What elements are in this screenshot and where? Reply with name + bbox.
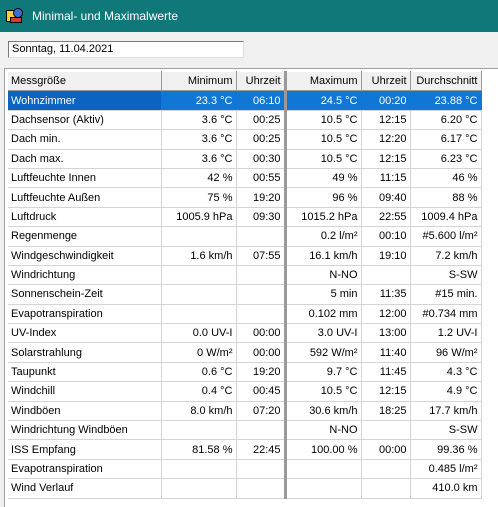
client-area (0, 32, 498, 507)
cell-average: 7.2 km/h (410, 246, 481, 265)
cell-min-time: 06:10 (236, 91, 285, 110)
cell-average: 88 % (410, 188, 481, 207)
cell-maximum: N-NO (285, 265, 361, 284)
cell-min-time (236, 304, 285, 323)
table-row[interactable] (8, 91, 481, 110)
cell-max-time: 11:45 (361, 362, 410, 381)
cell-maximum: 592 W/m² (285, 343, 361, 362)
cell-name: Dach max. (8, 149, 161, 168)
cell-average: 6.23 °C (410, 149, 481, 168)
col-header-minimum[interactable]: Minimum (161, 72, 236, 91)
cell-min-time: 00:30 (236, 149, 285, 168)
cell-maximum: 3.0 UV-I (285, 324, 361, 343)
table-row[interactable] (8, 459, 481, 478)
cell-average: 6.20 °C (410, 110, 481, 129)
cell-maximum: 10.5 °C (285, 382, 361, 401)
table-row[interactable] (8, 285, 481, 304)
cell-average: 410.0 km (410, 479, 481, 498)
cell-min-time: 22:45 (236, 440, 285, 459)
cell-min-time: 19:20 (236, 188, 285, 207)
table-row[interactable] (8, 110, 481, 129)
cell-name: Evapotranspiration (8, 304, 161, 323)
cell-min-time: 07:55 (236, 246, 285, 265)
cell-min-time: 19:20 (236, 362, 285, 381)
cell-average: S-SW (410, 265, 481, 284)
cell-max-time: 11:35 (361, 285, 410, 304)
cell-min-time: 00:45 (236, 382, 285, 401)
date-field[interactable]: Sonntag, 11.04.2021 (8, 41, 244, 58)
cell-max-time: 12:15 (361, 382, 410, 401)
cell-maximum (285, 479, 361, 498)
cell-minimum: 0.4 °C (161, 382, 236, 401)
cell-name: Evapotranspiration (8, 459, 161, 478)
table-row[interactable] (8, 421, 481, 440)
cell-average: #5.600 l/m² (410, 227, 481, 246)
col-header-min-time[interactable]: Uhrzeit (236, 72, 285, 91)
cell-max-time: 22:55 (361, 207, 410, 226)
cell-maximum: 0.102 mm (285, 304, 361, 323)
cell-minimum: 0.0 UV-I (161, 324, 236, 343)
table-row[interactable] (8, 130, 481, 149)
title-bar[interactable] (0, 0, 498, 32)
cell-max-time: 12:00 (361, 304, 410, 323)
cell-max-time: 12:15 (361, 149, 410, 168)
cell-maximum: 24.5 °C (285, 91, 361, 110)
cell-name: Windrichtung (8, 265, 161, 284)
table-header-row (8, 72, 481, 91)
cell-minimum: 0.6 °C (161, 362, 236, 381)
table-row[interactable] (8, 246, 481, 265)
cell-maximum: 49 % (285, 168, 361, 187)
cell-maximum: 10.5 °C (285, 149, 361, 168)
cell-min-time (236, 227, 285, 246)
cell-min-time: 09:30 (236, 207, 285, 226)
cell-name: Dachsensor (Aktiv) (8, 110, 161, 129)
cell-minimum: 3.6 °C (161, 149, 236, 168)
cell-minimum (161, 459, 236, 478)
cell-max-time: 11:40 (361, 343, 410, 362)
cell-minimum (161, 227, 236, 246)
cell-minimum: 3.6 °C (161, 110, 236, 129)
cell-max-time: 18:25 (361, 401, 410, 420)
cell-name: Solarstrahlung (8, 343, 161, 362)
cell-maximum: 16.1 km/h (285, 246, 361, 265)
cell-maximum: 1015.2 hPa (285, 207, 361, 226)
cell-min-time: 00:25 (236, 130, 285, 149)
cell-maximum: 5 min (285, 285, 361, 304)
cell-average: 4.3 °C (410, 362, 481, 381)
col-header-messgroesse[interactable]: Messgröße (8, 72, 161, 91)
table-row[interactable] (8, 168, 481, 187)
cell-max-time (361, 459, 410, 478)
table-row[interactable] (8, 304, 481, 323)
cell-name: Luftfeuchte Außen (8, 188, 161, 207)
cell-min-time (236, 285, 285, 304)
table-row[interactable] (8, 207, 481, 226)
cell-average: S-SW (410, 421, 481, 440)
cell-maximum: 100.00 % (285, 440, 361, 459)
cell-minimum (161, 285, 236, 304)
cell-minimum (161, 421, 236, 440)
cell-max-time: 09:40 (361, 188, 410, 207)
cell-max-time: 00:00 (361, 440, 410, 459)
cell-name: Windrichtung Windböen (8, 421, 161, 440)
cell-minimum: 1.6 km/h (161, 246, 236, 265)
cell-average: 6.17 °C (410, 130, 481, 149)
values-table (8, 71, 482, 499)
cell-name: Windböen (8, 401, 161, 420)
cell-minimum: 3.6 °C (161, 130, 236, 149)
col-header-durchschnitt[interactable]: Durchschnitt (410, 72, 481, 91)
cell-average: 0.485 l/m² (410, 459, 481, 478)
cell-min-time: 07:20 (236, 401, 285, 420)
cell-average: 96 W/m² (410, 343, 481, 362)
cell-name: Windchill (8, 382, 161, 401)
cell-average: 1.2 UV-I (410, 324, 481, 343)
table-row[interactable] (8, 265, 481, 284)
cell-minimum: 81.58 % (161, 440, 236, 459)
cell-name: Sonnenschein-Zeit (8, 285, 161, 304)
cell-minimum: 0 W/m² (161, 343, 236, 362)
cell-name: Regenmenge (8, 227, 161, 246)
cell-average: 46 % (410, 168, 481, 187)
cell-max-time: 19:10 (361, 246, 410, 265)
cell-max-time (361, 479, 410, 498)
cell-max-time (361, 265, 410, 284)
cell-average: 99.36 % (410, 440, 481, 459)
cell-name: Windgeschwindigkeit (8, 246, 161, 265)
cell-max-time: 12:20 (361, 130, 410, 149)
table-row[interactable] (8, 149, 481, 168)
cell-maximum: 9.7 °C (285, 362, 361, 381)
table-row[interactable] (8, 188, 481, 207)
cell-maximum: 10.5 °C (285, 130, 361, 149)
cell-max-time (361, 421, 410, 440)
cell-maximum: 0.2 l/m² (285, 227, 361, 246)
cell-maximum (285, 459, 361, 478)
cell-average: #0.734 mm (410, 304, 481, 323)
cell-maximum: N-NO (285, 421, 361, 440)
cell-minimum: 23.3 °C (161, 91, 236, 110)
cell-minimum (161, 304, 236, 323)
cell-name: Taupunkt (8, 362, 161, 381)
cell-average: 1009.4 hPa (410, 207, 481, 226)
table-body (8, 91, 481, 498)
cell-name: Luftfeuchte Innen (8, 168, 161, 187)
cell-min-time: 00:00 (236, 343, 285, 362)
cell-average: 17.7 km/h (410, 401, 481, 420)
cell-min-time: 00:55 (236, 168, 285, 187)
cell-minimum: 8.0 km/h (161, 401, 236, 420)
table-row[interactable] (8, 382, 481, 401)
cell-min-time (236, 479, 285, 498)
table-row[interactable] (8, 343, 481, 362)
cell-min-time (236, 421, 285, 440)
table-row[interactable] (8, 324, 481, 343)
cell-max-time: 00:20 (361, 91, 410, 110)
values-grid[interactable] (4, 68, 498, 507)
table-row[interactable] (8, 401, 481, 420)
cell-average: 23.88 °C (410, 91, 481, 110)
cell-name: Wohnzimmer (8, 91, 161, 110)
cell-name: Wind Verlauf (8, 479, 161, 498)
cell-max-time: 00:10 (361, 227, 410, 246)
cell-min-time: 00:25 (236, 110, 285, 129)
col-header-maximum[interactable]: Maximum (285, 72, 361, 91)
cell-min-time (236, 265, 285, 284)
cell-average: #15 min. (410, 285, 481, 304)
table-row[interactable] (8, 440, 481, 459)
table-row[interactable] (8, 362, 481, 381)
cell-minimum (161, 479, 236, 498)
cell-minimum: 42 % (161, 168, 236, 187)
cell-max-time: 11:15 (361, 168, 410, 187)
cell-name: Luftdruck (8, 207, 161, 226)
window-title: Minimal- und Maximalwerte (32, 9, 179, 23)
cell-min-time: 00:00 (236, 324, 285, 343)
table-row[interactable] (8, 479, 481, 498)
cell-name: ISS Empfang (8, 440, 161, 459)
cell-name: Dach min. (8, 130, 161, 149)
app-icon (6, 8, 24, 24)
cell-minimum (161, 265, 236, 284)
cell-maximum: 96 % (285, 188, 361, 207)
cell-minimum: 1005.9 hPa (161, 207, 236, 226)
cell-maximum: 30.6 km/h (285, 401, 361, 420)
cell-maximum: 10.5 °C (285, 110, 361, 129)
cell-max-time: 13:00 (361, 324, 410, 343)
cell-average: 4.9 °C (410, 382, 481, 401)
cell-name: UV-Index (8, 324, 161, 343)
table-row[interactable] (8, 227, 481, 246)
cell-max-time: 12:15 (361, 110, 410, 129)
cell-min-time (236, 459, 285, 478)
col-header-max-time[interactable]: Uhrzeit (361, 72, 410, 91)
cell-minimum: 75 % (161, 188, 236, 207)
